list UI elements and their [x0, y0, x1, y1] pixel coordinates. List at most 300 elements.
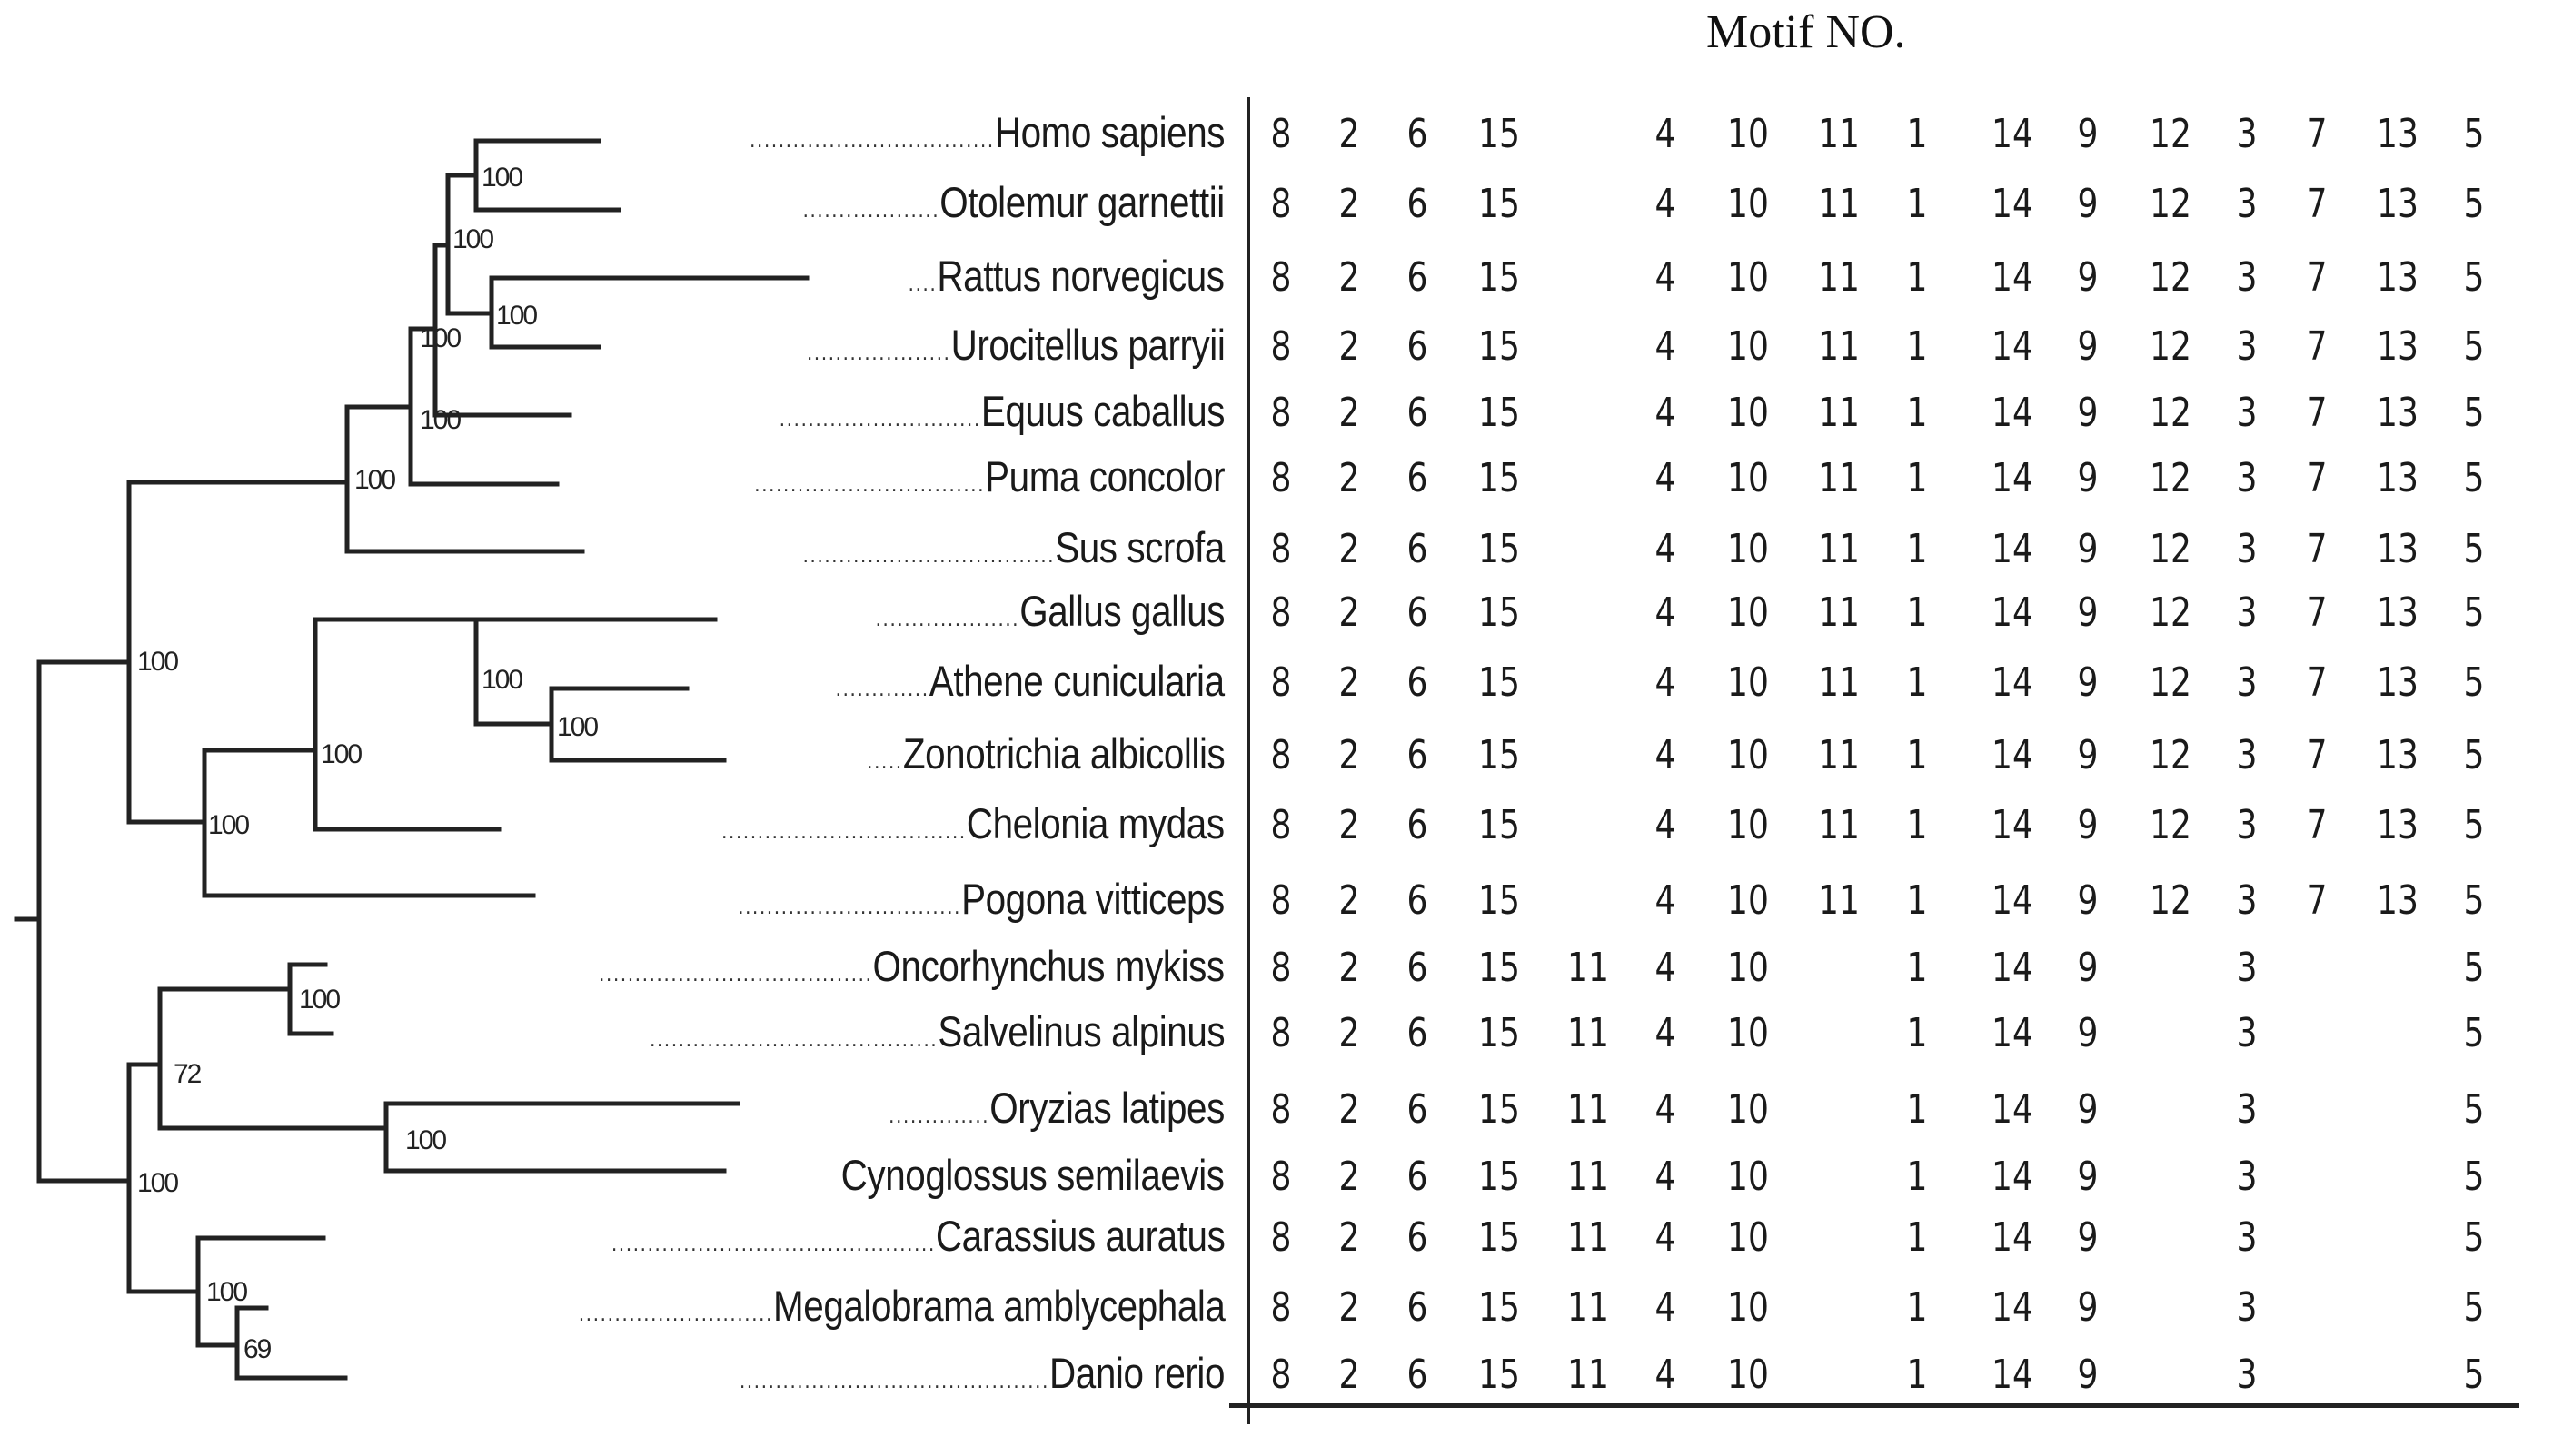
bootstrap-value: 72	[174, 1059, 201, 1089]
motif-cell: 15	[1478, 526, 1520, 572]
species-name: Carassius auratus	[935, 1212, 1225, 1260]
motif-cell: 15	[1478, 323, 1520, 370]
motif-cell: 8	[1270, 1086, 1292, 1133]
motif-cell: 5	[2463, 526, 2485, 572]
motif-cell: 3	[2236, 254, 2258, 301]
table-vertical-axis	[1247, 97, 1250, 1424]
motif-cell: 10	[1727, 323, 1769, 370]
motif-cell: 2	[1338, 390, 1360, 436]
motif-cell: 9	[2077, 802, 2099, 848]
motif-cell: 2	[1338, 1086, 1360, 1133]
dotted-leader: .............	[836, 674, 930, 701]
motif-cell: 14	[1992, 1086, 2033, 1133]
motif-cell: 14	[1992, 1352, 2033, 1398]
motif-cell: 5	[2463, 1154, 2485, 1200]
motif-cell: 5	[2463, 181, 2485, 227]
motif-cell: 15	[1478, 945, 1520, 991]
dotted-leader: ...........................................	[739, 1366, 1050, 1393]
motif-cell: 8	[1270, 877, 1292, 924]
species-name: Gallus gallus	[1019, 587, 1225, 635]
motif-cell: 9	[2077, 659, 2099, 706]
motif-cell: 2	[1338, 732, 1360, 778]
motif-cell: 6	[1406, 1154, 1428, 1200]
motif-cell: 2	[1338, 111, 1360, 157]
motif-cell: 4	[1654, 111, 1676, 157]
motif-cell: 1	[1906, 589, 1928, 636]
bootstrap-value: 100	[206, 1277, 247, 1307]
motif-cell: 10	[1727, 455, 1769, 501]
motif-cell: 1	[1906, 390, 1928, 436]
motif-cell: 7	[2306, 323, 2328, 370]
motif-cell: 8	[1270, 323, 1292, 370]
species-label	[578, 1279, 1225, 1333]
motif-cell: 13	[2377, 254, 2419, 301]
motif-cell: 5	[2463, 945, 2485, 991]
motif-cell: 3	[2236, 802, 2258, 848]
motif-cell: 11	[1567, 1284, 1609, 1331]
motif-cell: 4	[1654, 945, 1676, 991]
dotted-leader: ........................................	[649, 1025, 939, 1052]
motif-cell: 9	[2077, 945, 2099, 991]
motif-cell: 12	[2150, 526, 2191, 572]
motif-cell: 7	[2306, 589, 2328, 636]
motif-cell: 14	[1992, 877, 2033, 924]
motif-cell: 4	[1654, 254, 1676, 301]
motif-cell: 7	[2306, 877, 2328, 924]
motif-cell: 13	[2377, 877, 2419, 924]
motif-cell: 14	[1992, 111, 2033, 157]
species-name: Puma concolor	[984, 452, 1225, 500]
motif-cell: 4	[1654, 659, 1676, 706]
bootstrap-value: 100	[482, 163, 522, 193]
motif-cell: 5	[2463, 659, 2485, 706]
motif-cell: 6	[1406, 181, 1428, 227]
motif-cell: 6	[1406, 659, 1428, 706]
motif-number-title: Motif NO.	[1706, 6, 1906, 58]
motif-cell: 14	[1992, 1214, 2033, 1261]
motif-cell: 15	[1478, 1154, 1520, 1200]
motif-cell: 14	[1992, 802, 2033, 848]
motif-cell: 2	[1338, 802, 1360, 848]
dotted-leader: ................................	[754, 470, 985, 497]
dotted-leader: .....	[866, 747, 903, 774]
bootstrap-value: 100	[405, 1125, 446, 1155]
motif-cell: 8	[1270, 659, 1292, 706]
species-label	[803, 520, 1225, 575]
motif-cell: 14	[1992, 659, 2033, 706]
motif-cell: 15	[1478, 390, 1520, 436]
motif-cell: 1	[1906, 111, 1928, 157]
species-name: Urocitellus parryii	[950, 321, 1225, 369]
motif-cell: 15	[1478, 1086, 1520, 1133]
motif-cell: 13	[2377, 589, 2419, 636]
motif-cell: 1	[1906, 802, 1928, 848]
motif-cell: 3	[2236, 526, 2258, 572]
motif-cell: 1	[1906, 732, 1928, 778]
motif-cell: 4	[1654, 181, 1676, 227]
motif-cell: 1	[1906, 877, 1928, 924]
dotted-leader: ..................................	[750, 125, 995, 153]
motif-cell: 2	[1338, 1214, 1360, 1261]
species-name: Sus scrofa	[1055, 523, 1225, 571]
motif-cell: 8	[1270, 802, 1292, 848]
motif-cell: 3	[2236, 877, 2258, 924]
motif-cell: 6	[1406, 1086, 1428, 1133]
motif-cell: 13	[2377, 323, 2419, 370]
species-name: Danio rerio	[1049, 1349, 1225, 1397]
motif-cell: 4	[1654, 877, 1676, 924]
motif-cell: 10	[1727, 1010, 1769, 1056]
motif-cell: 1	[1906, 181, 1928, 227]
motif-cell: 8	[1270, 111, 1292, 157]
species-name: Cynoglossus semilaevis	[841, 1151, 1225, 1199]
motif-cell: 11	[1818, 390, 1860, 436]
motif-cell: 11	[1567, 945, 1609, 991]
species-name: Oryzias latipes	[989, 1084, 1225, 1132]
motif-cell: 14	[1992, 1284, 2033, 1331]
motif-cell: 2	[1338, 877, 1360, 924]
motif-cell: 5	[2463, 323, 2485, 370]
motif-cell: 3	[2236, 1154, 2258, 1200]
motif-cell: 2	[1338, 1352, 1360, 1398]
motif-cell: 12	[2150, 111, 2191, 157]
bootstrap-value: 100	[557, 712, 598, 742]
motif-cell: 15	[1478, 732, 1520, 778]
motif-cell: 3	[2236, 945, 2258, 991]
motif-cell: 9	[2077, 589, 2099, 636]
motif-cell: 13	[2377, 732, 2419, 778]
motif-cell: 9	[2077, 181, 2099, 227]
motif-cell: 14	[1992, 526, 2033, 572]
dotted-leader: ...........................	[578, 1299, 773, 1326]
motif-cell: 6	[1406, 1010, 1428, 1056]
motif-cell: 4	[1654, 455, 1676, 501]
motif-cell: 4	[1654, 390, 1676, 436]
motif-cell: 8	[1270, 589, 1292, 636]
motif-cell: 4	[1654, 1154, 1676, 1200]
motif-cell: 10	[1727, 390, 1769, 436]
motif-cell: 12	[2150, 659, 2191, 706]
motif-cell: 5	[2463, 1214, 2485, 1261]
bootstrap-value: 100	[137, 647, 178, 677]
motif-cell: 9	[2077, 1154, 2099, 1200]
motif-cell: 13	[2377, 802, 2419, 848]
motif-cell: 10	[1727, 945, 1769, 991]
motif-cell: 4	[1654, 1284, 1676, 1331]
motif-cell: 6	[1406, 323, 1428, 370]
species-name: Chelonia mydas	[967, 799, 1225, 847]
motif-cell: 3	[2236, 1284, 2258, 1331]
motif-cell: 1	[1906, 1086, 1928, 1133]
motif-cell: 9	[2077, 1214, 2099, 1261]
motif-cell: 4	[1654, 526, 1676, 572]
motif-cell: 6	[1406, 1352, 1428, 1398]
species-label	[721, 797, 1225, 851]
motif-cell: 10	[1727, 111, 1769, 157]
motif-cell: 11	[1567, 1214, 1609, 1261]
motif-cell: 9	[2077, 1352, 2099, 1398]
motif-cell: 1	[1906, 1214, 1928, 1261]
motif-cell: 2	[1338, 1010, 1360, 1056]
motif-cell: 2	[1338, 254, 1360, 301]
motif-cell: 8	[1270, 945, 1292, 991]
motif-cell: 10	[1727, 659, 1769, 706]
motif-cell: 11	[1818, 526, 1860, 572]
motif-cell: 15	[1478, 802, 1520, 848]
motif-cell: 15	[1478, 877, 1520, 924]
motif-cell: 10	[1727, 732, 1769, 778]
motif-cell: 8	[1270, 526, 1292, 572]
motif-cell: 2	[1338, 455, 1360, 501]
motif-cell: 11	[1818, 323, 1860, 370]
motif-cell: 8	[1270, 1010, 1292, 1056]
motif-cell: 8	[1270, 1284, 1292, 1331]
species-label	[807, 318, 1225, 372]
motif-cell: 3	[2236, 111, 2258, 157]
motif-cell: 15	[1478, 181, 1520, 227]
motif-cell: 8	[1270, 254, 1292, 301]
species-name: Salvelinus alpinus	[938, 1007, 1225, 1055]
motif-cell: 7	[2306, 390, 2328, 436]
motif-cell: 12	[2150, 589, 2191, 636]
motif-cell: 8	[1270, 455, 1292, 501]
motif-cell: 14	[1992, 1010, 2033, 1056]
motif-cell: 6	[1406, 589, 1428, 636]
motif-cell: 8	[1270, 1214, 1292, 1261]
species-name: Zonotrichia albicollis	[902, 729, 1225, 778]
motif-cell: 10	[1727, 1086, 1769, 1133]
motif-cell: 3	[2236, 1352, 2258, 1398]
motif-cell: 6	[1406, 802, 1428, 848]
motif-cell: 14	[1992, 945, 2033, 991]
species-name: Pogona vitticeps	[961, 875, 1225, 923]
motif-cell: 10	[1727, 1284, 1769, 1331]
motif-cell: 1	[1906, 1284, 1928, 1331]
motif-cell: 1	[1906, 659, 1928, 706]
motif-cell: 10	[1727, 1352, 1769, 1398]
table-bottom-axis	[1229, 1403, 2519, 1408]
motif-cell: 9	[2077, 1086, 2099, 1133]
motif-cell: 11	[1567, 1086, 1609, 1133]
motif-cell: 11	[1818, 111, 1860, 157]
motif-cell: 9	[2077, 732, 2099, 778]
motif-cell: 6	[1406, 526, 1428, 572]
species-label	[740, 1346, 1225, 1401]
motif-cell: 12	[2150, 455, 2191, 501]
motif-cell: 4	[1654, 1010, 1676, 1056]
motif-cell: 2	[1338, 659, 1360, 706]
motif-cell: 6	[1406, 732, 1428, 778]
motif-cell: 4	[1654, 1352, 1676, 1398]
motif-cell: 5	[2463, 1010, 2485, 1056]
motif-cell: 1	[1906, 323, 1928, 370]
motif-cell: 11	[1818, 659, 1860, 706]
motif-cell: 1	[1906, 1352, 1928, 1398]
species-name: Equus caballus	[980, 387, 1225, 435]
motif-cell: 11	[1567, 1352, 1609, 1398]
motif-cell: 6	[1406, 390, 1428, 436]
motif-cell: 11	[1818, 455, 1860, 501]
motif-cell: 10	[1727, 526, 1769, 572]
motif-cell: 15	[1478, 659, 1520, 706]
motif-cell: 9	[2077, 1010, 2099, 1056]
species-label	[750, 105, 1225, 160]
motif-cell: 11	[1567, 1010, 1609, 1056]
bootstrap-value: 100	[420, 405, 461, 435]
motif-cell: 4	[1654, 323, 1676, 370]
species-name: Megalobrama amblycephala	[772, 1282, 1225, 1330]
motif-cell: 11	[1567, 1154, 1609, 1200]
dotted-leader: .............................................	[611, 1229, 936, 1256]
species-name: Rattus norvegicus	[937, 252, 1225, 300]
motif-cell: 13	[2377, 659, 2419, 706]
motif-cell: 12	[2150, 323, 2191, 370]
bootstrap-value: 100	[208, 810, 249, 840]
motif-cell: 15	[1478, 1010, 1520, 1056]
motif-cell: 4	[1654, 589, 1676, 636]
species-name: Otolemur garnettii	[939, 178, 1225, 226]
motif-cell: 5	[2463, 1086, 2485, 1133]
motif-cell: 11	[1818, 802, 1860, 848]
motif-cell: 9	[2077, 455, 2099, 501]
motif-cell: 4	[1654, 1086, 1676, 1133]
motif-cell: 2	[1338, 526, 1360, 572]
motif-cell: 9	[2077, 877, 2099, 924]
motif-cell: 7	[2306, 455, 2328, 501]
motif-cell: 1	[1906, 526, 1928, 572]
motif-cell: 3	[2236, 323, 2258, 370]
bootstrap-value: 100	[299, 985, 340, 1015]
motif-cell: 5	[2463, 1284, 2485, 1331]
species-label	[836, 654, 1225, 708]
species-label	[780, 384, 1225, 439]
motif-cell: 8	[1270, 390, 1292, 436]
motif-cell: 7	[2306, 111, 2328, 157]
motif-cell: 15	[1478, 455, 1520, 501]
motif-cell: 9	[2077, 1284, 2099, 1331]
motif-cell: 14	[1992, 1154, 2033, 1200]
dotted-leader: ............................	[779, 404, 981, 431]
motif-cell: 6	[1406, 455, 1428, 501]
motif-cell: 15	[1478, 111, 1520, 157]
motif-cell: 9	[2077, 111, 2099, 157]
species-name: Athene cunicularia	[929, 657, 1225, 705]
motif-cell: 15	[1478, 1284, 1520, 1331]
bootstrap-value: 100	[354, 465, 395, 495]
motif-cell: 4	[1654, 1214, 1676, 1261]
motif-cell: 3	[2236, 1214, 2258, 1261]
species-label	[889, 1081, 1225, 1135]
bootstrap-value: 100	[496, 301, 537, 331]
dotted-leader: ....................	[875, 604, 1020, 631]
species-label	[611, 1209, 1225, 1263]
motif-cell: 7	[2306, 254, 2328, 301]
motif-cell: 3	[2236, 1010, 2258, 1056]
bootstrap-value: 100	[420, 323, 461, 353]
motif-cell: 10	[1727, 1154, 1769, 1200]
motif-cell: 10	[1727, 1214, 1769, 1261]
motif-cell: 7	[2306, 659, 2328, 706]
motif-cell: 13	[2377, 181, 2419, 227]
motif-cell: 15	[1478, 1214, 1520, 1261]
motif-cell: 14	[1992, 181, 2033, 227]
motif-cell: 5	[2463, 390, 2485, 436]
bootstrap-value: 100	[137, 1168, 178, 1198]
motif-cell: 4	[1654, 802, 1676, 848]
bootstrap-value: 100	[482, 665, 522, 695]
motif-cell: 3	[2236, 1086, 2258, 1133]
motif-cell: 13	[2377, 111, 2419, 157]
motif-cell: 14	[1992, 455, 2033, 501]
motif-cell: 14	[1992, 254, 2033, 301]
motif-cell: 3	[2236, 181, 2258, 227]
motif-cell: 8	[1270, 181, 1292, 227]
motif-cell: 2	[1338, 1284, 1360, 1331]
motif-cell: 10	[1727, 589, 1769, 636]
motif-cell: 5	[2463, 877, 2485, 924]
dotted-leader: ...............................	[738, 892, 962, 919]
motif-cell: 11	[1818, 181, 1860, 227]
motif-cell: 9	[2077, 254, 2099, 301]
motif-cell: 8	[1270, 1154, 1292, 1200]
species-label	[650, 1005, 1225, 1059]
motif-cell: 2	[1338, 323, 1360, 370]
motif-cell: 6	[1406, 945, 1428, 991]
motif-cell: 11	[1818, 732, 1860, 778]
motif-cell: 2	[1338, 589, 1360, 636]
species-label	[754, 450, 1225, 504]
motif-cell: 13	[2377, 526, 2419, 572]
motif-cell: 2	[1338, 945, 1360, 991]
motif-cell: 6	[1406, 1284, 1428, 1331]
motif-cell: 10	[1727, 877, 1769, 924]
species-label	[738, 872, 1225, 926]
motif-cell: 15	[1478, 1352, 1520, 1398]
motif-cell: 12	[2150, 732, 2191, 778]
motif-cell: 1	[1906, 1154, 1928, 1200]
motif-cell: 2	[1338, 181, 1360, 227]
motif-cell: 13	[2377, 455, 2419, 501]
motif-cell: 1	[1906, 1010, 1928, 1056]
dotted-leader: ....................	[806, 338, 951, 365]
motif-cell: 12	[2150, 877, 2191, 924]
motif-cell: 5	[2463, 802, 2485, 848]
motif-cell: 7	[2306, 802, 2328, 848]
motif-cell: 5	[2463, 455, 2485, 501]
motif-cell: 12	[2150, 181, 2191, 227]
motif-cell: 3	[2236, 732, 2258, 778]
motif-cell: 1	[1906, 254, 1928, 301]
motif-cell: 3	[2236, 390, 2258, 436]
motif-cell: 6	[1406, 877, 1428, 924]
motif-cell: 14	[1992, 589, 2033, 636]
motif-cell: 5	[2463, 589, 2485, 636]
motif-cell: 8	[1270, 732, 1292, 778]
dotted-leader: ....	[909, 269, 938, 296]
motif-cell: 1	[1906, 455, 1928, 501]
species-label	[867, 727, 1225, 781]
motif-cell: 14	[1992, 323, 2033, 370]
species-label	[841, 1148, 1225, 1203]
motif-cell: 14	[1992, 732, 2033, 778]
motif-cell: 5	[2463, 732, 2485, 778]
species-label	[909, 249, 1225, 303]
dotted-leader: ..................................	[721, 817, 968, 844]
motif-cell: 8	[1270, 1352, 1292, 1398]
motif-cell: 11	[1818, 877, 1860, 924]
motif-cell: 11	[1818, 589, 1860, 636]
motif-cell: 6	[1406, 254, 1428, 301]
